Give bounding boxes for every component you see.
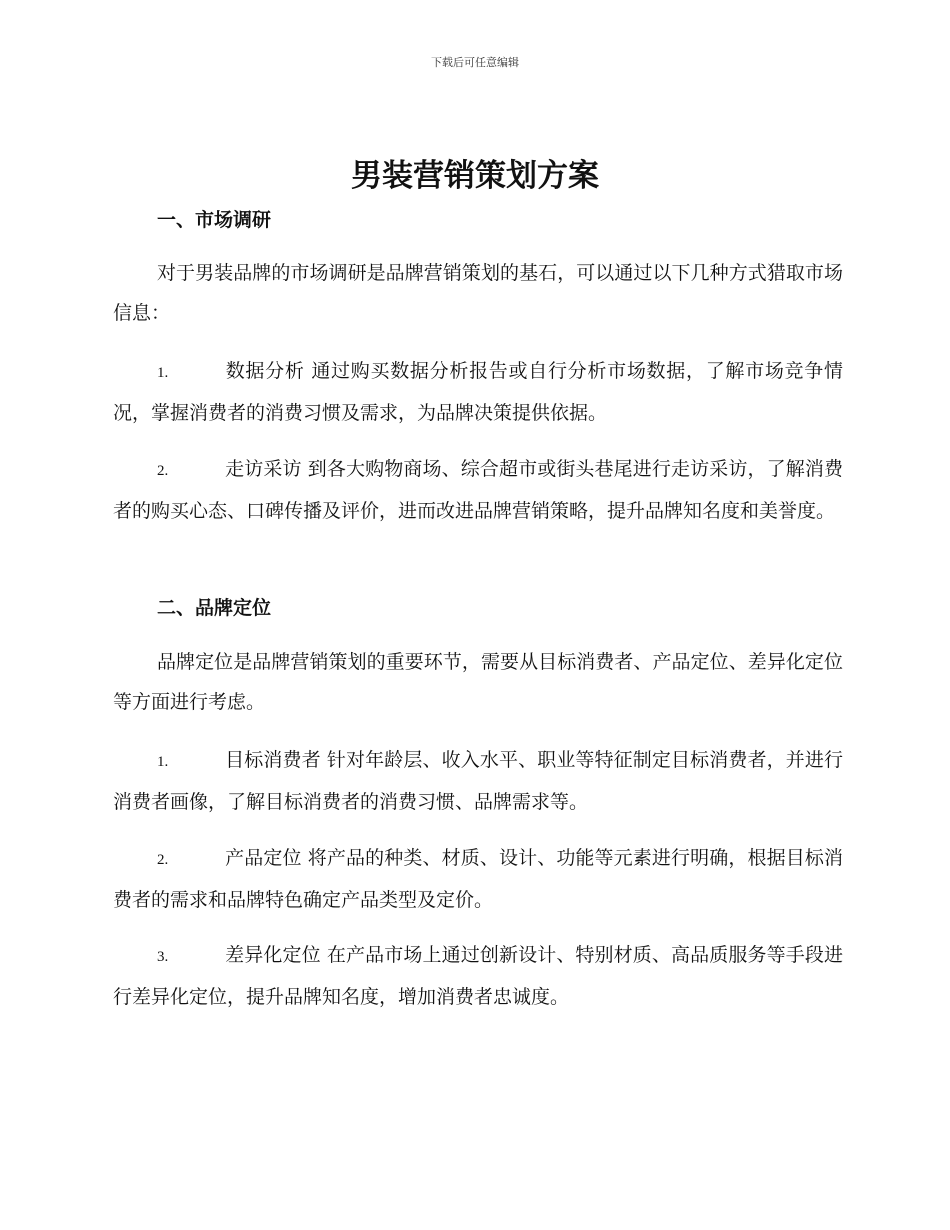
document-title: 男装营销策划方案 xyxy=(351,158,599,194)
section-intro xyxy=(113,642,843,722)
paragraph: 品牌定位是品牌营销策划的重要环节，需要从目标消费者、产品定位、差异化定位等方面进行考虑。 xyxy=(113,651,843,713)
paragraph: 对于男装品牌的市场调研是品牌营销策划的基石，可以通过以下几种方式猎取市场信息： xyxy=(113,262,843,324)
list-item-text: 目标消费者 针对年龄层、收入水平、职业等特征制定目标消费者，并进行消费者画像，了解目标消费者的消费习惯、品牌需求等。 xyxy=(113,749,843,813)
list-item-text: 差异化定位 在产品市场上通过创新设计、特别材质、高品质服务等手段进行差异化定位，提升品牌知名度，增加消费者忠诚度。 xyxy=(113,944,843,1008)
header-note: 下载后可任意编辑 xyxy=(431,56,519,69)
list-item-text: 产品定位 将产品的种类、材质、设计、功能等元素进行明确，根据目标消费者的需求和品牌特色确定产品类型及定价。 xyxy=(113,847,843,911)
list-item xyxy=(113,838,843,920)
section-market-research xyxy=(113,205,843,235)
list-item xyxy=(113,449,843,531)
list-number: 2. xyxy=(157,463,169,479)
section-brand-positioning xyxy=(113,593,843,623)
section-heading: 二、品牌定位 xyxy=(157,597,272,619)
list-item-text: 数据分析 通过购买数据分析报告或自行分析市场数据，了解市场竞争情况，掌握消费者的消费习惯及需求，为品牌决策提供依据。 xyxy=(113,360,843,424)
list-number: 3. xyxy=(157,949,169,965)
list-number: 2. xyxy=(157,852,169,868)
list-number: 1. xyxy=(157,365,169,381)
section-heading: 一、市场调研 xyxy=(157,209,272,231)
list-number: 1. xyxy=(157,754,169,770)
list-item xyxy=(113,935,843,1017)
section-intro xyxy=(113,253,843,333)
list-item xyxy=(113,351,843,433)
list-item xyxy=(113,740,843,822)
list-item-text: 走访采访 到各大购物商场、综合超市或街头巷尾进行走访采访，了解消费者的购买心态、口碑传播及评价，进而改进品牌营销策略，提升品牌知名度和美誉度。 xyxy=(113,458,843,522)
